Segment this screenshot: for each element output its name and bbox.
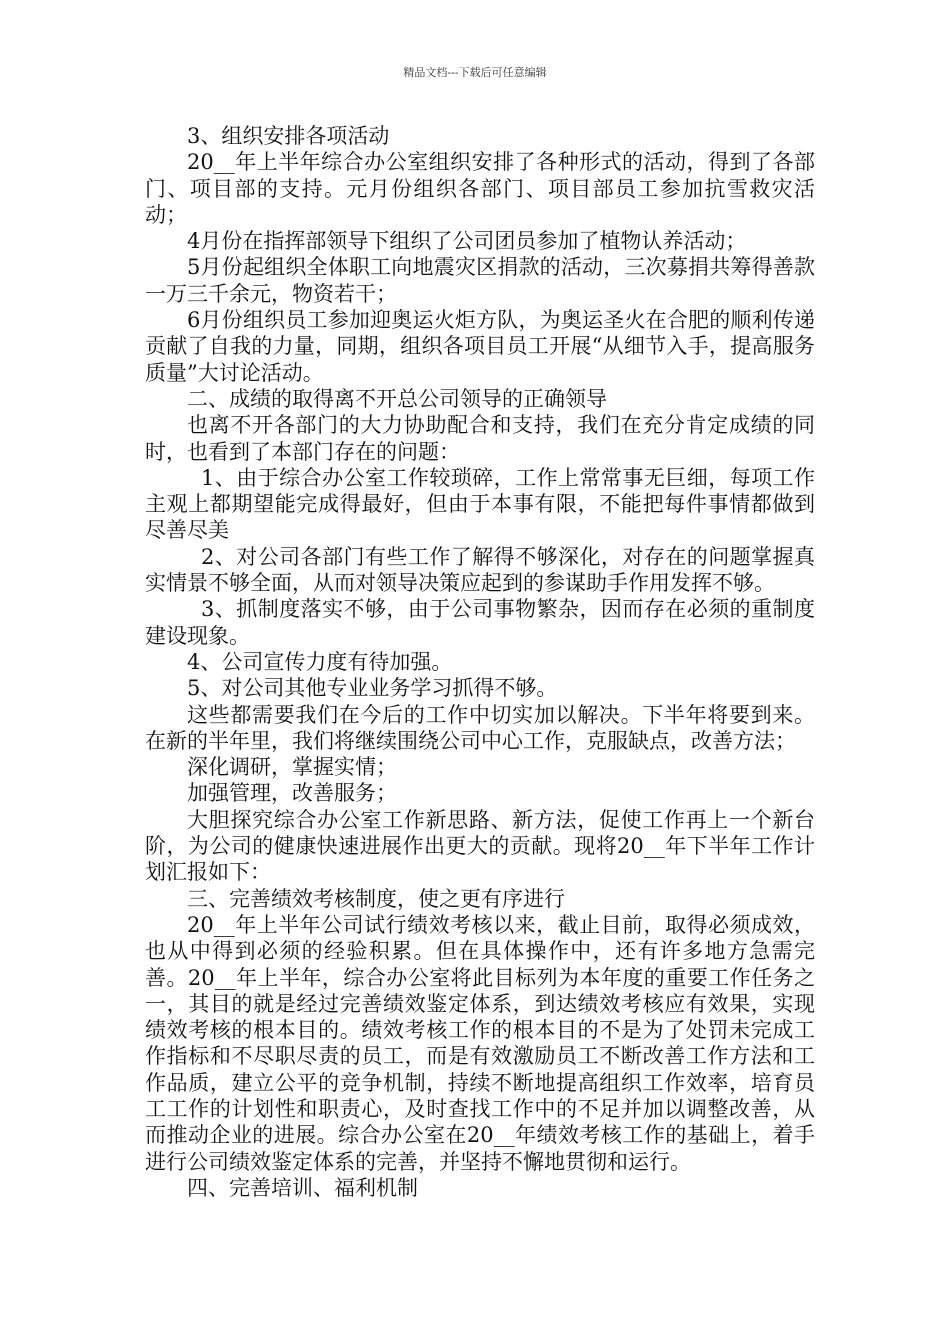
section-heading-performance: 三、完善绩效考核制度，使之更有序进行 <box>187 886 565 911</box>
section-heading-activities: 3、组织安排各项活动 <box>187 124 390 148</box>
problem-item-3: 3、抓制度落实不够，由于公司事物繁杂，因而存在必须的重制度建设现象。 <box>145 597 815 648</box>
section-heading-training: 四、完善培训、福利机制 <box>187 1175 418 1200</box>
problem-item-5: 5、对公司其他专业业务学习抓得不够。 <box>187 676 558 701</box>
problem-item-1: 1、由于综合办公室工作较琐碎，工作上常常事无巨细，每项工作主观上都期望能完成得最好，但由于本事有限，不能把每件事情都做到尽善尽美 <box>145 465 815 543</box>
section-heading-achievements: 二、成绩的取得离不开总公司领导的正确领导 <box>187 386 607 411</box>
document-body <box>145 123 815 1201</box>
paragraph-outlook: 这些都需要我们在今后的工作中切实加以解决。下半年将要到来。在新的半年里，我们将继续围绕公司中心工作，克服缺点，改善方法； <box>145 702 815 753</box>
paragraph-problems-intro: 也离不开各部门的大力协助配合和支持，我们在充分肯定成绩的同时，也看到了本部门存在的问题： <box>145 413 815 464</box>
paragraph-management: 加强管理，改善服务； <box>187 781 397 806</box>
problem-item-4: 4、公司宣传力度有待加强。 <box>187 649 453 674</box>
paragraph-may: 5月份起组织全体职工向地震灾区捐款的活动，三次募捐共筹得善款一万三千余元，物资若干； <box>145 255 815 306</box>
problem-item-2: 2、对公司各部门有些工作了解得不够深化，对存在的问题掌握真实情景不够全面，从而对领导决策应起到的参谋助手作用发挥不够。 <box>145 544 815 596</box>
paragraph-june: 6月份组织员工参加迎奥运火炬方队，为奥运圣火在合肥的顺利传递贡献了自我的力量，同期，组织各项目员工开展“从细节入手，提高服务质量”大讨论活动。 <box>145 308 815 385</box>
paragraph-april: 4月份在指挥部领导下组织了公司团员参加了植物认养活动； <box>187 229 747 254</box>
paragraph-research: 深化调研，掌握实情； <box>187 755 397 780</box>
paragraph-new-ideas: 大胆探究综合办公室工作新思路、新方法，促使工作再上一个新台阶，为公司的健康快速进展作出更大的贡献。现将20__年下半年工作计划汇报如下： <box>145 807 815 885</box>
page-header: 精品文档---下载后可任意编辑 <box>403 66 547 79</box>
paragraph-performance: 20__年上半年公司试行绩效考核以来，截止目前，取得必须成效，也从中得到必须的经验积累。但在具体操作中，还有许多地方急需完善。20__年上半年，综合办公室将此目标列为本年度的重要工作任务之一，其目的就是经过完善绩效鉴定体系，到达绩效考核应有效果，实现绩效考核的根本目的。绩效考核工作的根本目的不是为了处罚未完成工作指标和不尽职尽责的员工，而是有效激励员工不断改善工作方法和工作品质，建立公平的竞争机制，持续不断地提高组织工作效率，培育员工工作的计划性和职责心，及时查找工作中的不足并加以调整改善，从而推动企业的进展。综合办公室在20__年绩效考核工作的基础上，着手进行公司绩效鉴定体系的完善，并坚持不懈地贯彻和运行。 <box>145 912 815 1174</box>
paragraph-activities-intro: 20__年上半年综合办公室组织安排了各种形式的活动，得到了各部门、项目部的支持。元月份组织各部门、项目部员工参加抗雪救灾活动； <box>145 150 815 227</box>
